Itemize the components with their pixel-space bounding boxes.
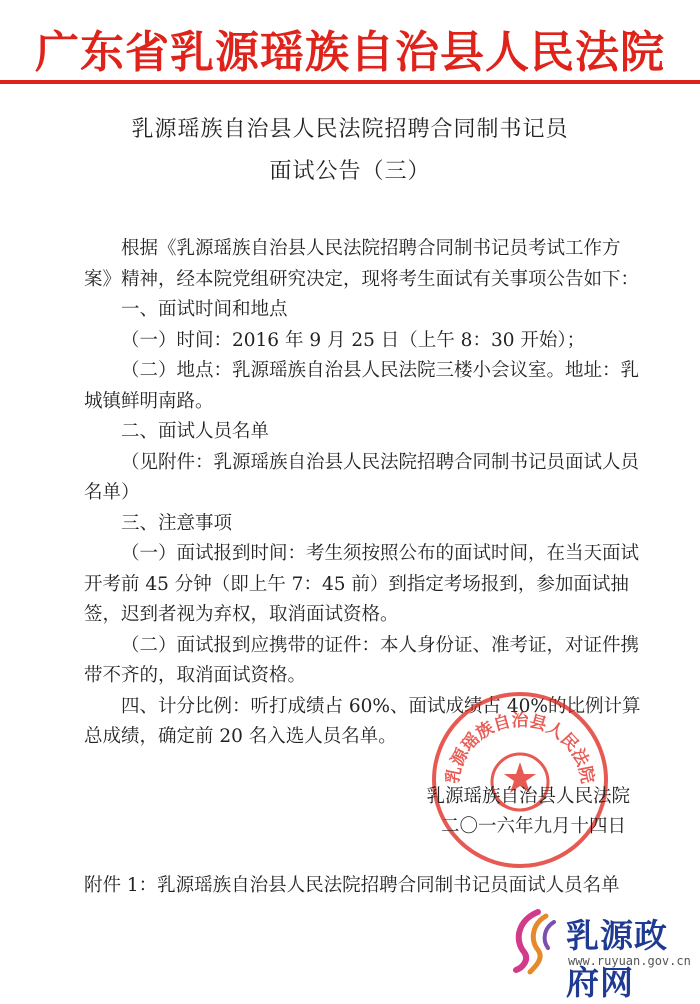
document-title: 乳源瑶族自治县人民法院招聘合同制书记员 bbox=[131, 117, 569, 142]
document-subtitle: 面试公告（三） bbox=[269, 159, 431, 184]
section2-attachment-note: （见附件：乳源瑶族自治县人民法院招聘合同制书记员面试人员名单） bbox=[84, 451, 640, 503]
watermark-brand: 乳源政府网 bbox=[566, 916, 668, 1002]
section3-heading: 三、注意事项 bbox=[121, 512, 233, 534]
section1-time: （一）时间：2016 年 9 月 25 日（上午 8：30 开始）； bbox=[121, 329, 586, 351]
attachment-label: 附件 1： bbox=[84, 875, 158, 896]
section2-heading: 二、面试人员名单 bbox=[121, 421, 270, 442]
seal-text: 乳源瑶族自治县人民法院 bbox=[442, 711, 598, 786]
section1-location: （二）地点：乳源瑶族自治县人民法院三楼小会议室。地址：乳城镇鲜明南路。 bbox=[84, 360, 640, 412]
ruyuan-logo-icon bbox=[508, 906, 564, 976]
section3-documents: （二）面试报到应携带的证件：本人身份证、准考证，对证件携带不齐的，取消面试资格。 bbox=[84, 634, 640, 686]
document-body bbox=[84, 234, 644, 753]
section3-arrival-time: （一）面试报到时间：考生须按照公布的面试时间，在当天面试开考前 45 分钟（即上午 7：45 前）到指定考场报到，参加面试抽签，迟到者视为弃权，取消面试资格。 bbox=[84, 543, 640, 625]
header-divider bbox=[0, 80, 700, 84]
watermark-url: www.ruyuan.gov.cn bbox=[568, 954, 691, 968]
attachment-section bbox=[84, 871, 644, 901]
signature-organization: 乳源瑶族自治县人民法院 bbox=[426, 786, 630, 807]
signature-date: 二〇一六年九月十四日 bbox=[440, 816, 626, 837]
section1-heading: 一、面试时间和地点 bbox=[121, 299, 288, 320]
section4-scoring: 四、计分比例：听打成绩占 60%、面试成绩占 40%的比例计算总成绩，确定前 20 名入选人员名单。 bbox=[84, 695, 641, 747]
attachment-text: 乳源瑶族自治县人民法院招聘合同制书记员面试人员名单 bbox=[157, 875, 620, 896]
site-watermark bbox=[508, 904, 698, 1002]
official-seal-stamp bbox=[430, 690, 610, 870]
court-header-title: 广东省乳源瑶族自治县人民法院 bbox=[35, 27, 665, 78]
intro-paragraph: 根据《乳源瑶族自治县人民法院招聘合同制书记员考试工作方案》精神，经本院党组研究决定，现将考生面试有关事项公告如下： bbox=[84, 238, 640, 290]
